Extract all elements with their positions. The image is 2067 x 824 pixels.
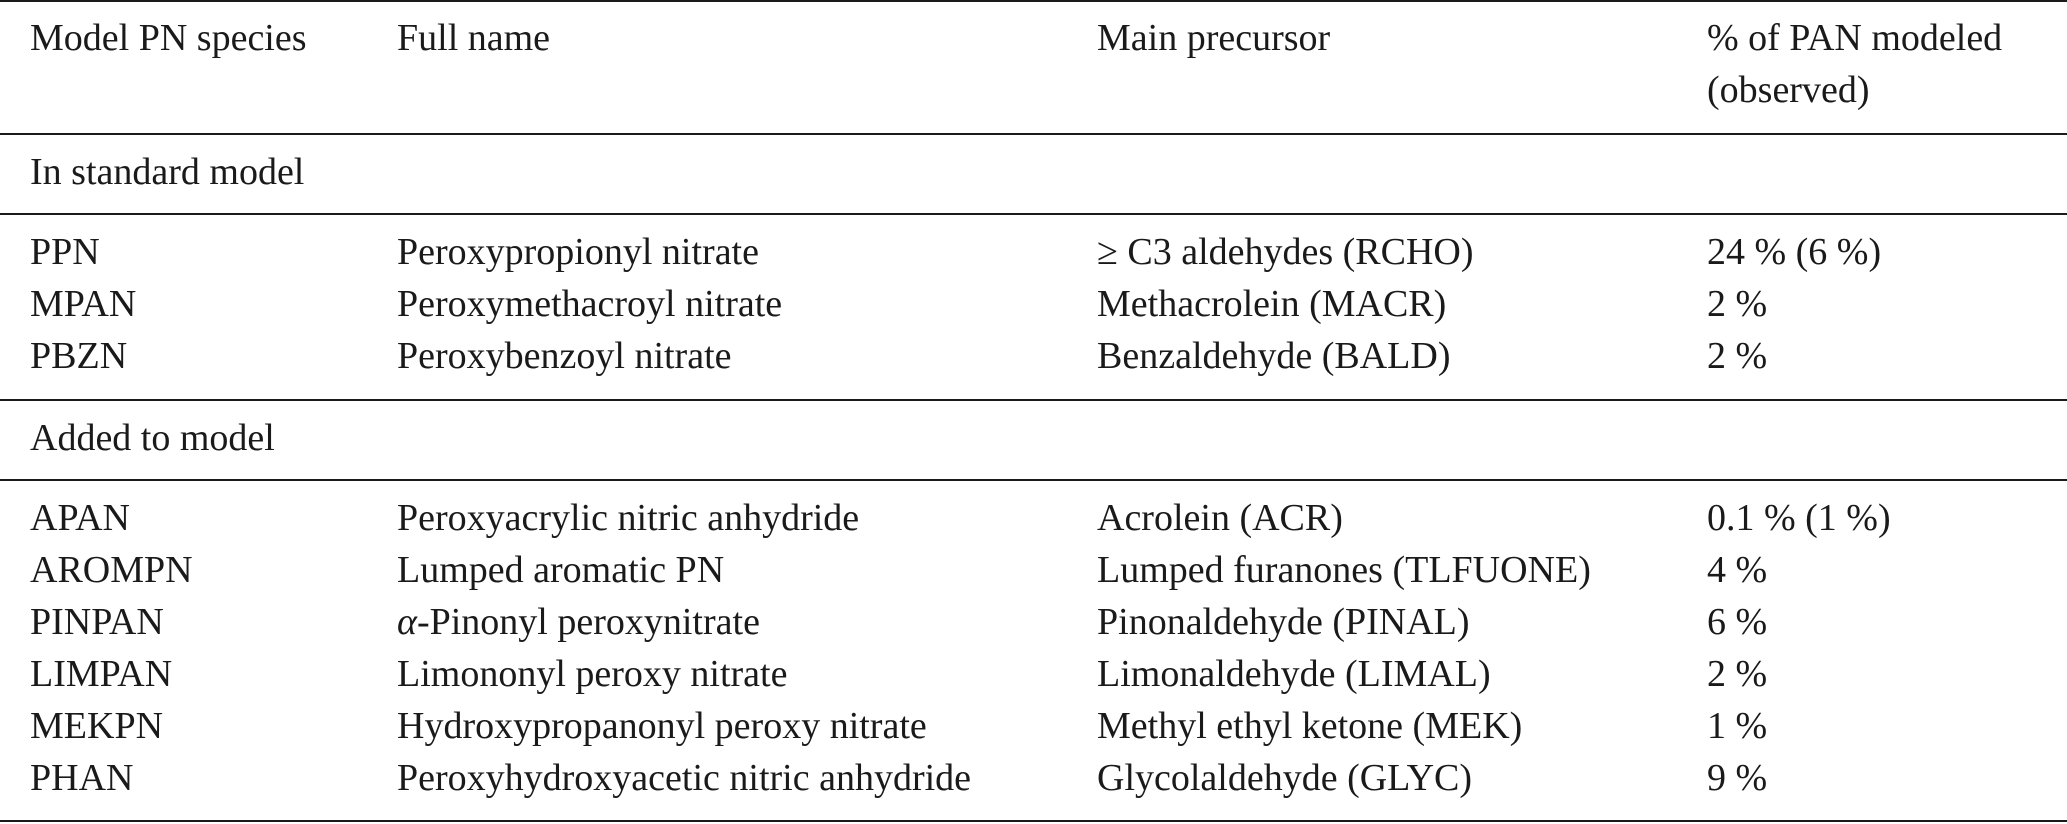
species-cell: MPAN xyxy=(30,283,137,325)
table-row xyxy=(0,596,2067,648)
precursor-cell: Methyl ethyl ketone (MEK) xyxy=(1097,705,1523,747)
full-name-cell: Limononyl peroxy nitrate xyxy=(397,653,788,695)
header-model-pn-species: Model PN species xyxy=(30,17,307,59)
percent-cell: 2 % xyxy=(1707,335,1768,377)
table-row xyxy=(0,330,2067,382)
precursor-cell: Acrolein (ACR) xyxy=(1097,497,1343,539)
header-percent-pan-line2: (observed) xyxy=(1707,69,1870,111)
percent-cell: 4 % xyxy=(1707,549,1768,591)
species-cell: LIMPAN xyxy=(30,653,173,695)
full-name-cell: Peroxyhydroxyacetic nitric anhydride xyxy=(397,757,972,799)
header-full-name: Full name xyxy=(397,17,551,59)
full-name-cell: Hydroxypropanonyl peroxy nitrate xyxy=(397,705,927,747)
full-name-cell: Peroxybenzoyl nitrate xyxy=(397,335,732,377)
section-standard-rule xyxy=(0,213,2067,215)
table-row xyxy=(0,648,2067,700)
percent-cell: 9 % xyxy=(1707,757,1768,799)
full-name-cell: Peroxymethacroyl nitrate xyxy=(397,283,783,325)
table-row xyxy=(0,226,2067,278)
percent-cell: 2 % xyxy=(1707,283,1768,325)
species-cell: PHAN xyxy=(30,757,134,799)
precursor-cell: Pinonaldehyde (PINAL) xyxy=(1097,601,1470,643)
species-cell: APAN xyxy=(30,497,130,539)
species-cell: MEKPN xyxy=(30,705,164,747)
species-cell: PPN xyxy=(30,231,100,273)
percent-cell: 24 % (6 %) xyxy=(1707,231,1882,273)
section-label-added: Added to model xyxy=(30,417,275,459)
table-bottom-rule xyxy=(0,820,2067,822)
table-row xyxy=(0,278,2067,330)
table-row xyxy=(0,700,2067,752)
header-rule xyxy=(0,133,2067,135)
header-main-precursor: Main precursor xyxy=(1097,17,1331,59)
table-top-rule xyxy=(0,0,2067,2)
precursor-cell: ≥ C3 aldehydes (RCHO) xyxy=(1097,231,1474,273)
full-name-text: -Pinonyl peroxynitrate xyxy=(416,601,760,643)
full-name-cell: Peroxyacrylic nitric anhydride xyxy=(397,497,860,539)
species-cell: AROMPN xyxy=(30,549,193,591)
precursor-cell: Glycolaldehyde (GLYC) xyxy=(1097,757,1473,799)
section-label-standard: In standard model xyxy=(30,151,305,193)
species-cell: PBZN xyxy=(30,335,128,377)
precursor-cell: Benzaldehyde (BALD) xyxy=(1097,335,1451,377)
full-name-cell xyxy=(397,596,760,648)
percent-cell: 1 % xyxy=(1707,705,1768,747)
percent-cell: 0.1 % (1 %) xyxy=(1707,497,1891,539)
alpha-symbol: α xyxy=(397,601,417,643)
section-divider-rule xyxy=(0,399,2067,401)
header-percent-pan xyxy=(1707,12,2002,116)
header-percent-pan-line1: % of PAN modeled xyxy=(1707,17,2003,59)
section-added-rule xyxy=(0,479,2067,481)
percent-cell: 6 % xyxy=(1707,601,1768,643)
table-row xyxy=(0,752,2067,804)
species-cell: PINPAN xyxy=(30,601,164,643)
table-row xyxy=(0,544,2067,596)
full-name-cell: Lumped aromatic PN xyxy=(397,549,725,591)
percent-cell: 2 % xyxy=(1707,653,1768,695)
full-name-cell: Peroxypropionyl nitrate xyxy=(397,231,759,273)
precursor-cell: Limonaldehyde (LIMAL) xyxy=(1097,653,1491,695)
precursor-cell: Methacrolein (MACR) xyxy=(1097,283,1447,325)
table-row xyxy=(0,492,2067,544)
precursor-cell: Lumped furanones (TLFUONE) xyxy=(1097,549,1591,591)
